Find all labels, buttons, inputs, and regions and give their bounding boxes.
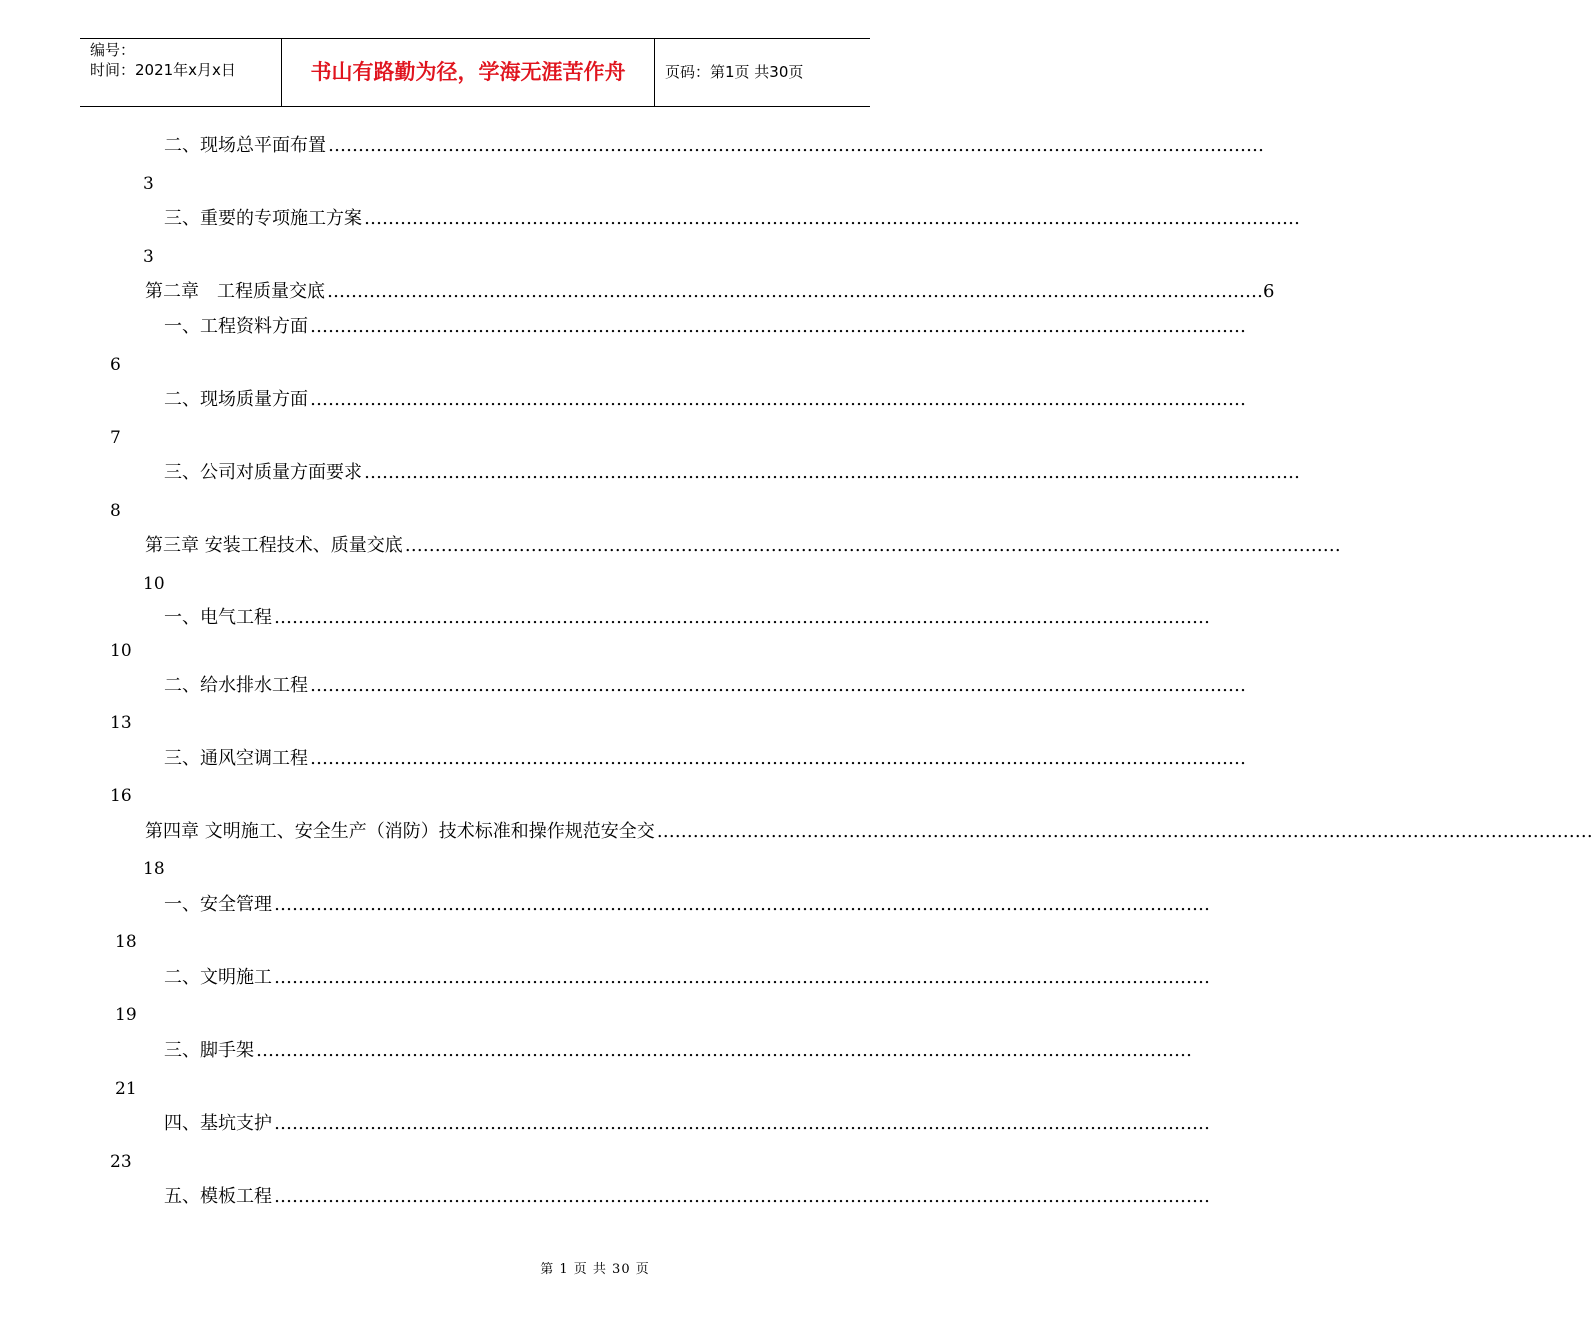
toc-page-number: 10 <box>143 574 165 594</box>
toc-entry-title: 第三章 安装工程技术、质量交底 <box>145 535 403 556</box>
toc-entry[interactable] <box>164 135 1264 157</box>
header-page-label: 页码：第1页 共30页 <box>665 63 804 81</box>
toc-page-number: 3 <box>143 174 154 194</box>
toc-leader-dots: ………………………………………………………………………………………………………………………………………… <box>310 748 1246 769</box>
toc-leader-dots: ………………………………………………………………………………………………………………………………………… <box>656 821 1593 842</box>
toc-entry[interactable] <box>164 967 1210 989</box>
header-motto: 书山有路勤为径，学海无涯苦作舟 <box>282 39 655 106</box>
toc-leader-dots: ………………………………………………………………………………………………………………………………………… <box>310 675 1246 696</box>
toc-entry-title: 二、文明施工 <box>164 967 272 988</box>
toc-entry-title: 三、脚手架 <box>164 1040 254 1061</box>
toc-entry[interactable] <box>164 208 1300 230</box>
toc-entry-title: 一、安全管理 <box>164 894 272 915</box>
toc-leader-dots: ………………………………………………………………………………………………………………………………………… <box>256 1040 1192 1061</box>
toc-page-number: 6 <box>1263 281 1275 302</box>
toc-leader-dots: ………………………………………………………………………………………………………………………………………… <box>274 1186 1210 1207</box>
toc-entry[interactable] <box>164 1040 1192 1062</box>
toc-page-number: 21 <box>115 1079 137 1099</box>
toc-entry-title: 三、通风空调工程 <box>164 748 308 769</box>
toc-leader-dots: ………………………………………………………………………………………………………………………………………… <box>274 967 1210 988</box>
toc-entry-title: 二、给水排水工程 <box>164 675 308 696</box>
toc-page-number: 8 <box>110 501 121 521</box>
toc-page-number: 10 <box>110 641 132 661</box>
toc-leader-dots: ………………………………………………………………………………………………………………………………………… <box>364 462 1300 483</box>
toc-leader-dots: ………………………………………………………………………………………………………………………………………… <box>274 894 1210 915</box>
toc-page-number: 23 <box>110 1152 132 1172</box>
toc-entry-title: 二、现场总平面布置 <box>164 135 326 156</box>
toc-page-number: 18 <box>143 859 165 879</box>
toc-page-number: 16 <box>110 786 132 806</box>
toc-page-number: 18 <box>115 932 137 952</box>
toc-entry-chapter[interactable] <box>145 821 1593 843</box>
toc-entry[interactable] <box>164 748 1246 770</box>
toc-entry[interactable] <box>164 675 1246 697</box>
toc-entry-chapter[interactable] <box>145 535 1341 557</box>
toc-entry-chapter[interactable] <box>145 281 1275 303</box>
toc-entry-title: 一、工程资料方面 <box>164 316 308 337</box>
toc-entry[interactable] <box>164 1113 1210 1135</box>
toc-leader-dots: ………………………………………………………………………………………………………………………………………… <box>274 607 1210 628</box>
toc-leader-dots: ………………………………………………………………………………………………………………………………………… <box>310 389 1246 410</box>
page-footer: 第 1 页 共 30 页 <box>540 1262 650 1277</box>
toc-entry-title: 一、电气工程 <box>164 607 272 628</box>
header-meta <box>80 39 282 106</box>
toc-entry[interactable] <box>164 316 1246 338</box>
toc-page-number: 6 <box>110 355 121 375</box>
toc-page-number: 3 <box>143 247 154 267</box>
toc-entry-title: 三、公司对质量方面要求 <box>164 462 362 483</box>
toc-page-number: 7 <box>110 428 121 448</box>
toc-entry-title: 四、基坑支护 <box>164 1113 272 1134</box>
page-header <box>80 38 870 107</box>
toc-entry[interactable] <box>164 894 1210 916</box>
toc-leader-dots: ………………………………………………………………………………………………………………………………………… <box>404 535 1341 556</box>
toc-leader-dots: ………………………………………………………………………………………………………………………………………… <box>310 316 1246 337</box>
toc-entry-title: 第二章 工程质量交底 <box>145 281 325 302</box>
toc-leader-dots: ………………………………………………………………………………………………………………………………………… <box>274 1113 1210 1134</box>
toc-entry-title: 第四章 文明施工、安全生产（消防）技术标准和操作规范安全交 <box>145 821 655 842</box>
toc-entry-title: 五、模板工程 <box>164 1186 272 1207</box>
toc-page-number: 13 <box>110 713 132 733</box>
toc-entry-title: 二、现场质量方面 <box>164 389 308 410</box>
toc-leader-dots: ………………………………………………………………………………………………………………………………………… <box>327 281 1263 302</box>
toc-page-number: 19 <box>115 1005 137 1025</box>
toc-entry-title: 三、重要的专项施工方案 <box>164 208 362 229</box>
toc-leader-dots: ………………………………………………………………………………………………………………………………………… <box>364 208 1300 229</box>
toc-entry[interactable] <box>164 462 1300 484</box>
serial-label: 编号： <box>90 41 136 59</box>
time-label: 时间：2021年x月x日 <box>90 61 236 79</box>
toc-leader-dots: ………………………………………………………………………………………………………………………………………… <box>328 135 1264 156</box>
toc-entry[interactable] <box>164 607 1210 629</box>
toc-entry[interactable] <box>164 389 1246 411</box>
toc-entry[interactable] <box>164 1186 1210 1208</box>
